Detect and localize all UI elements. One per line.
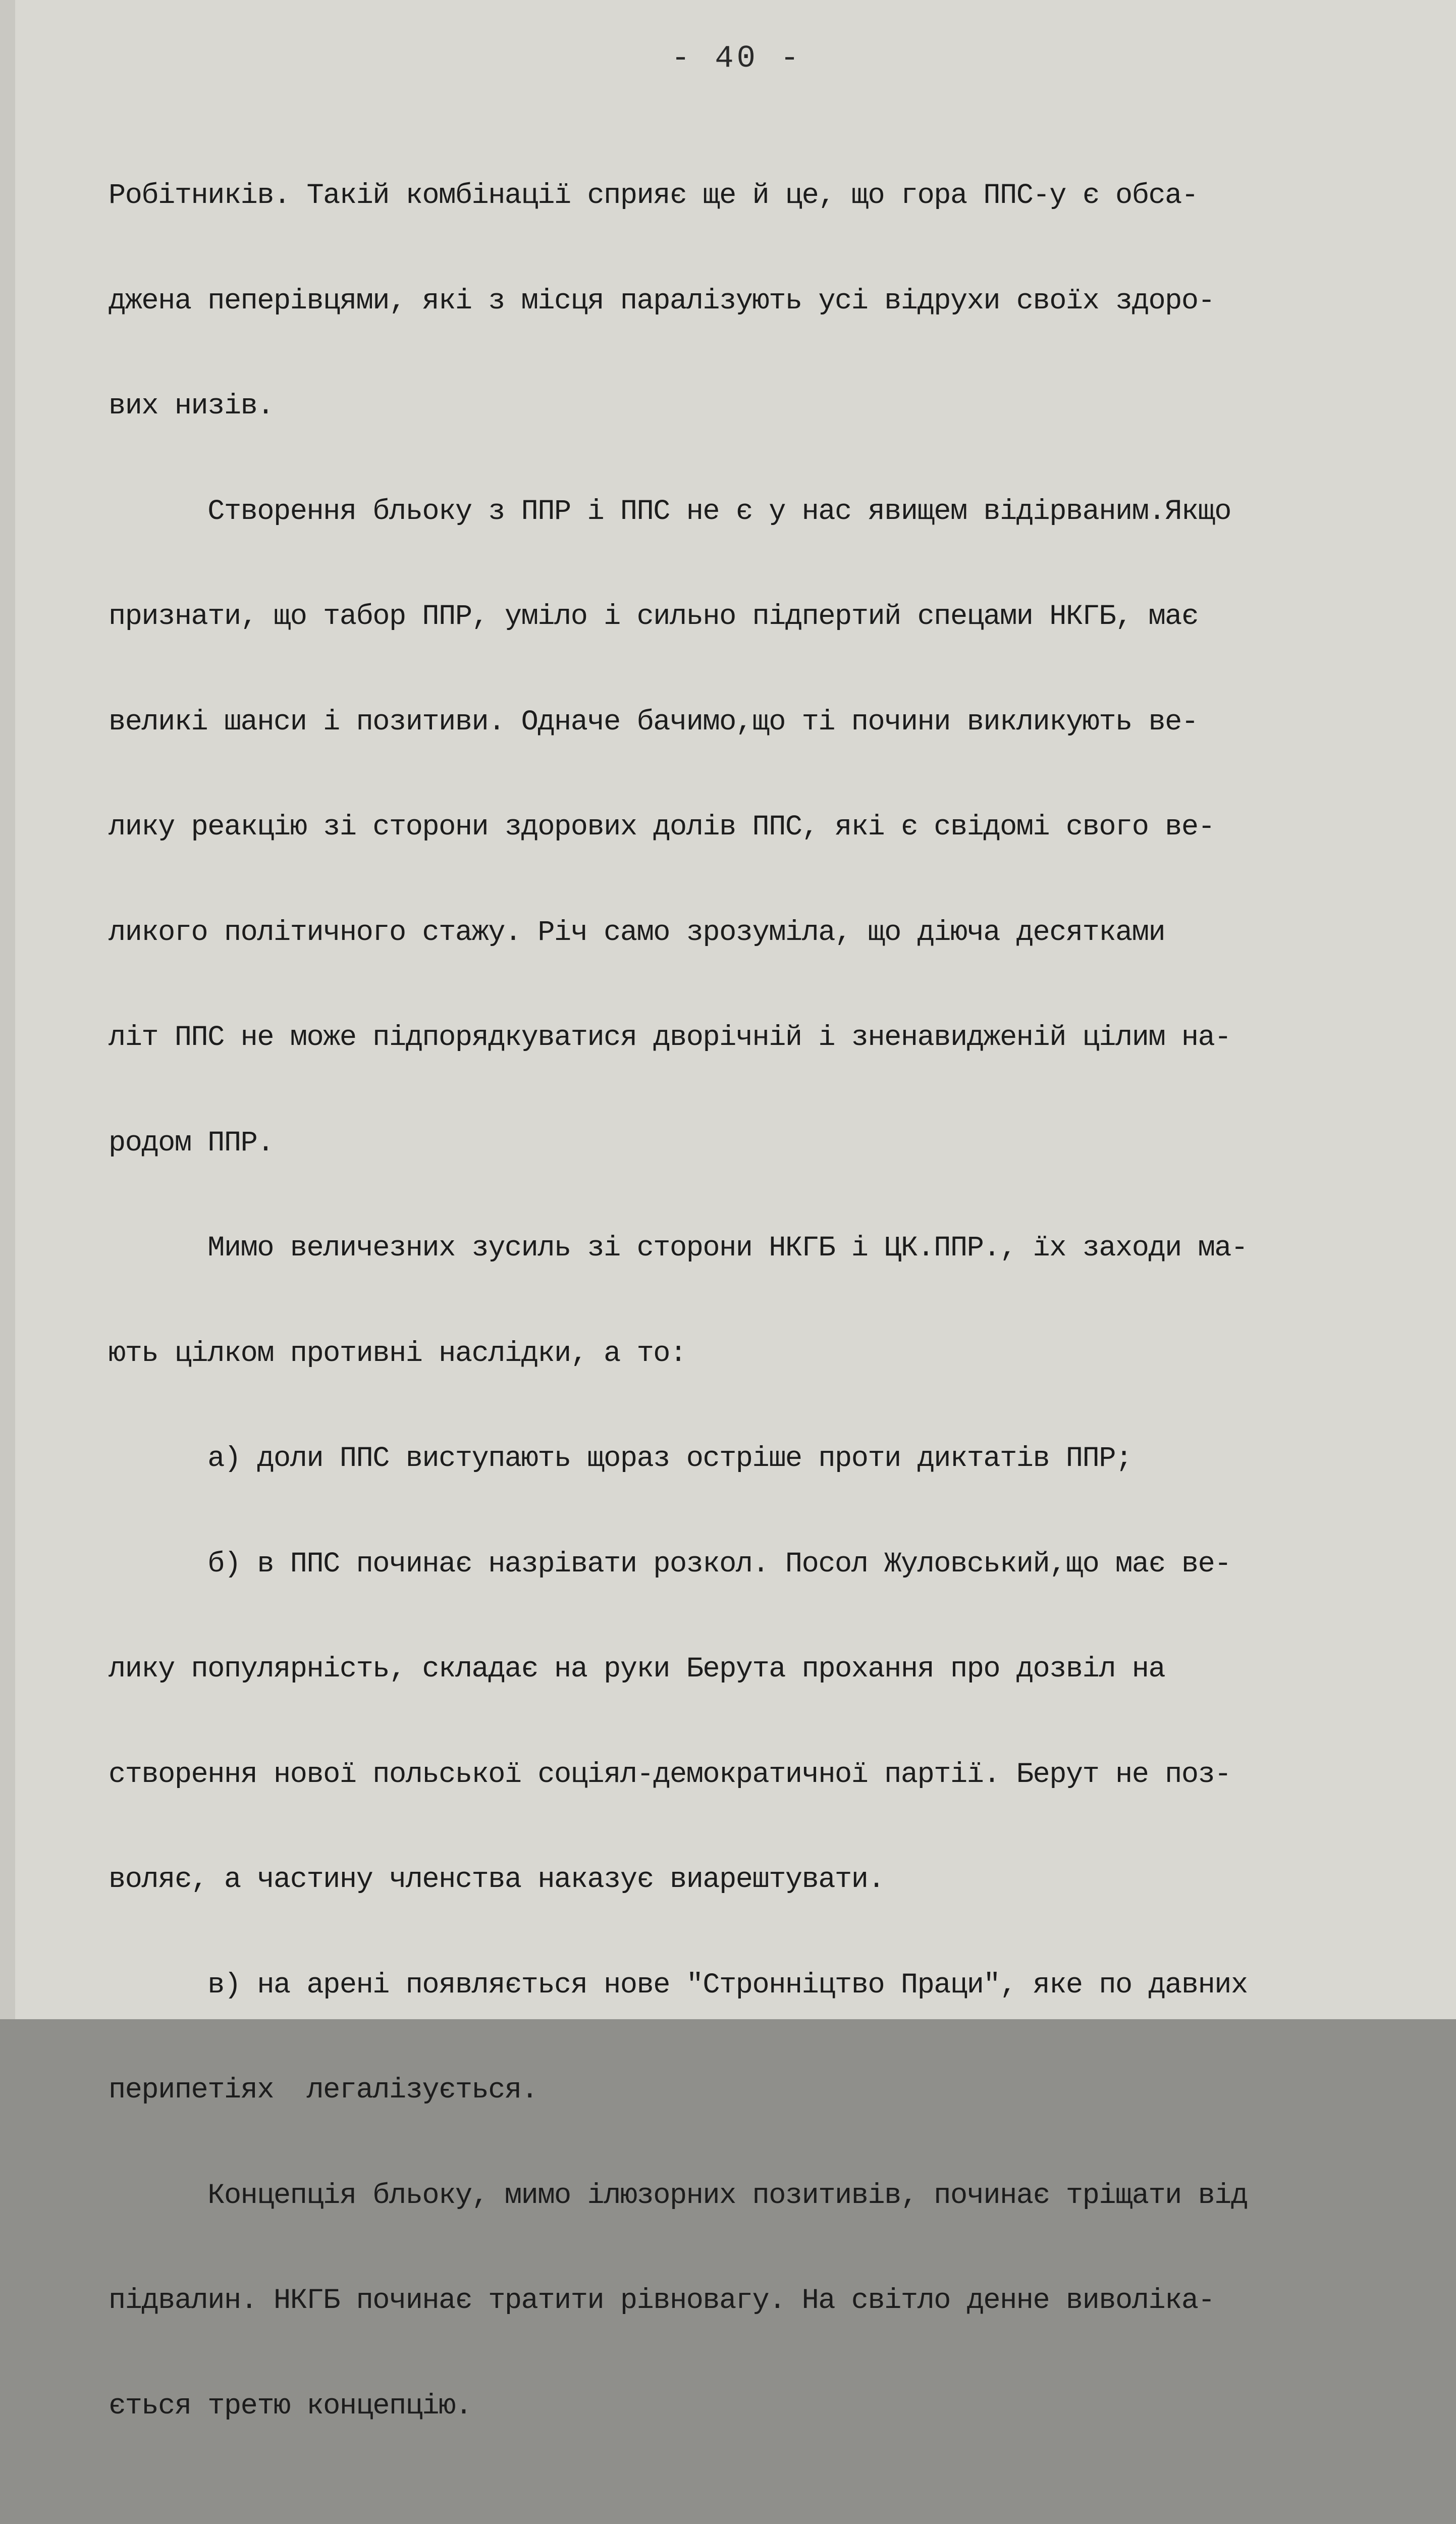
- text-line: ликого політичного стажу. Річ само зрозуміла, що діюча десятками: [109, 916, 1165, 949]
- text-line: великі шанси і позитиви. Одначе бачимо,що ті почини викликують ве-: [109, 706, 1198, 739]
- text-line: літ ППС не може підпорядкуватися дворічній і зненавидженій цілим на-: [109, 1022, 1231, 1054]
- document-body: [109, 109, 1400, 2524]
- text-line: родом ППР.: [109, 1127, 274, 1160]
- text-line: [109, 2494, 1400, 2524]
- text-line: ють цілком противні наслідки, а то:: [109, 1337, 686, 1370]
- text-line: лику популярність, складає на руки Берута прохання про дозвіл на: [109, 1653, 1165, 1686]
- text-line: а) доли ППС виступають щораз остріше проти диктатів ППР;: [109, 1443, 1132, 1475]
- text-line: джена пеперівцями, які з місця паралізують усі відрухи своїх здоро-: [109, 285, 1215, 318]
- text-line: Створення бльоку з ППР і ППС не є у нас явищем відірваним.Якщо: [109, 495, 1231, 528]
- text-line: Концепція бльоку, мимо ілюзорних позитивів, починає тріщати від: [109, 2179, 1248, 2212]
- text-line: створення нової польської соціял-демократичної партії. Берут не поз-: [109, 1758, 1231, 1791]
- text-line: перипетіях легалізується.: [109, 2074, 538, 2107]
- text-line: лику реакцію зі сторони здорових долів ППС, які є свідомі свого ве-: [109, 811, 1215, 844]
- text-line: воляє, а частину членства наказує виарештувати.: [109, 1864, 885, 1896]
- page-edge-shadow: [0, 0, 15, 2019]
- text-line: б) в ППС починає назрівати розкол. Посол Жуловський,що має ве-: [109, 1548, 1231, 1581]
- text-line: підвалин. НКГБ починає тратити рівновагу. На світло денне виволіка-: [109, 2285, 1215, 2317]
- text-line: вих низів.: [109, 390, 274, 423]
- text-line: Мимо величезних зусиль зі сторони НКГБ і ЦК.ППР., їх заходи ма-: [109, 1232, 1248, 1265]
- text-line: признати, що табор ППР, уміло і сильно підпертий спецами НКГБ, має: [109, 601, 1198, 633]
- page-number: - 40 -: [671, 40, 802, 76]
- text-line: Робітників. Такій комбінації сприяє ще й це, що гора ППС-у є обса-: [109, 180, 1198, 212]
- text-line: в) на арені появляється нове "Стронніцтво Праци", яке по давних: [109, 1969, 1248, 2002]
- text-line: ється третю концепцію.: [109, 2390, 472, 2423]
